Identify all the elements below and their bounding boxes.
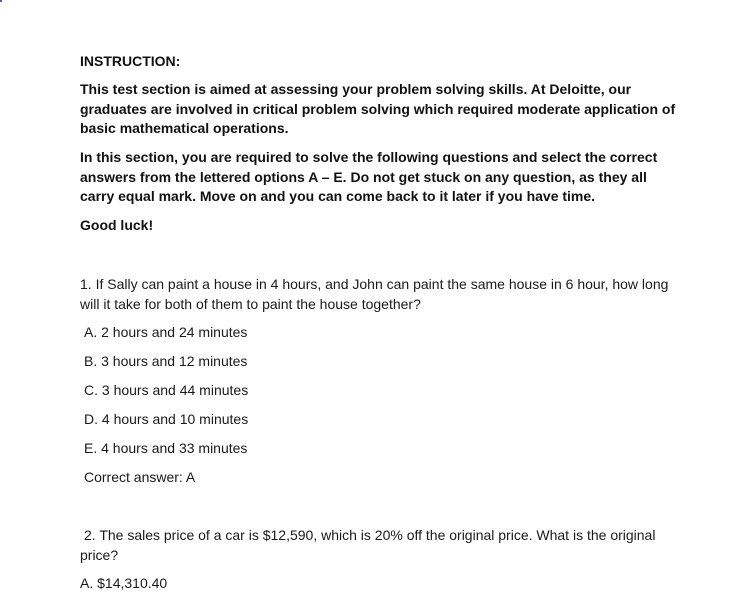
question-1-option-c: C. 3 hours and 44 minutes <box>84 382 249 398</box>
question-1-option-d: D. 4 hours and 10 minutes <box>84 411 249 427</box>
question-1-option-e: E. 4 hours and 33 minutes <box>84 440 248 456</box>
instruction-heading: INSTRUCTION: <box>80 53 181 69</box>
instruction-paragraph-1: This test section is aimed at assessing your problem solving skills. At Deloitte, our graduates are involved in critical problem solving which required moderate application of basic mathematical operations. <box>80 81 676 136</box>
question-1-option-b: B. 3 hours and 12 minutes <box>84 353 248 369</box>
corner-marker <box>0 0 2 2</box>
question-1-text: 1. If Sally can paint a house in 4 hours, and John can paint the same house in 6 hour, how long will it take for both of them to paint the house together? <box>80 276 669 312</box>
question-2-text: 2. The sales price of a car is $12,590, which is 20% off the original price. What is the original price? <box>80 527 656 563</box>
instruction-paragraph-2: In this section, you are required to solve the following questions and select the correct answers from the lettered options A – E. Do not get stuck on any question, as they all carry equal mark. Move on and you can come back to it later if you have time. <box>80 149 658 204</box>
question-1-option-a: A. 2 hours and 24 minutes <box>84 324 248 340</box>
good-luck-text: Good luck! <box>80 217 154 233</box>
question-1-correct-answer: Correct answer: A <box>84 469 196 485</box>
question-2-option-a: A. $14,310.40 <box>80 575 168 591</box>
